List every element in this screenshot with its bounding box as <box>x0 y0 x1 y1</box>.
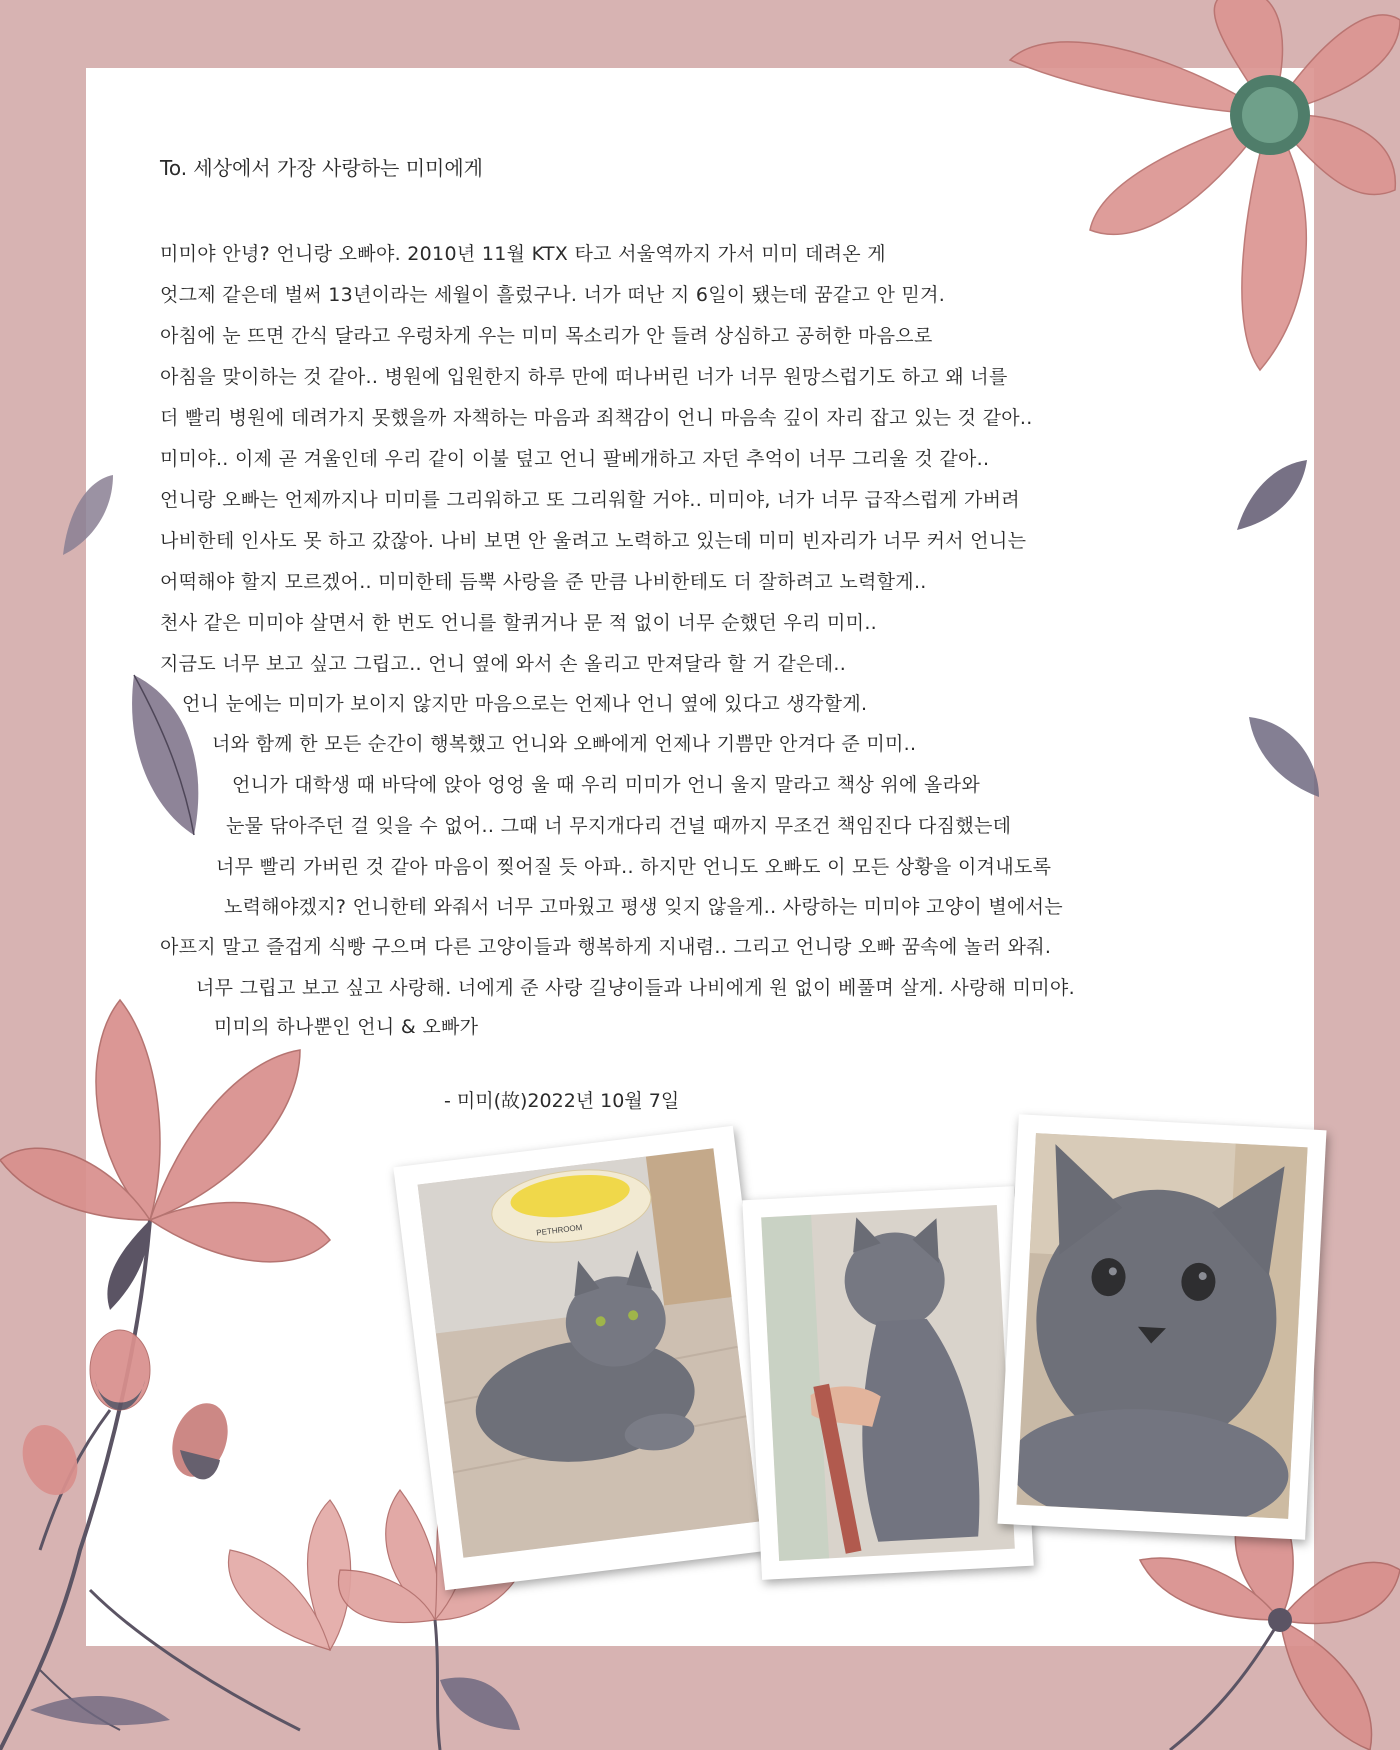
letter-line: 어떡해야 할지 모르겠어.. 미미한테 듬뿍 사랑을 준 만큼 나비한테도 더 잘하려고 노력할게.. <box>160 571 927 593</box>
photo-frame-2 <box>742 1186 1034 1580</box>
letter-dateline: - 미미(故)2022년 10월 7일 <box>444 1090 680 1112</box>
letter-line: 언니랑 오빠는 언제까지나 미미를 그리워하고 또 그리워할 거야.. 미미야, 너가 너무 급작스럽게 가버려 <box>160 489 1020 511</box>
letter-line: 천사 같은 미미야 살면서 한 번도 언니를 할퀴거나 문 적 없이 너무 순했던 우리 미미.. <box>160 612 878 634</box>
cat-photo-portrait <box>1017 1133 1308 1519</box>
leaf-mid-right-icon <box>1244 712 1324 802</box>
letter-line: 노력해야겠지? 언니한테 와줘서 너무 고마웠고 평생 잊지 않을게.. 사랑하는 미미야 고양이 별에서는 <box>224 896 1063 918</box>
letter-line: 엇그제 같은데 벌써 13년이라는 세월이 흘렀구나. 너가 떠난 지 6일이 됐는데 꿈같고 안 믿겨. <box>160 284 946 306</box>
pet-bowl-label: PETHROOM <box>535 1222 583 1238</box>
photo-frame-3 <box>997 1114 1326 1540</box>
letter-line: 아프지 말고 즐겁게 식빵 구으며 다른 고양이들과 행복하게 지내렴.. 그리고 언니랑 오빠 꿈속에 놀러 와줘. <box>160 936 1052 958</box>
cat-photo-eating <box>761 1205 1015 1561</box>
letter-line: 아침을 맞이하는 것 같아.. 병원에 입원한지 하루 만에 떠나버린 너가 너무 원망스럽기도 하고 왜 너를 <box>160 366 1008 388</box>
leaf-right-icon <box>1232 455 1312 535</box>
letter-line: 언니 눈에는 미미가 보이지 않지만 마음으로는 언제나 언니 옆에 있다고 생각할게. <box>182 693 868 715</box>
leaf-left-icon <box>58 470 118 560</box>
photo-frame-1 <box>393 1126 784 1591</box>
letter-line: 너무 빨리 가버린 것 같아 마음이 찢어질 듯 아파.. 하지만 언니도 오빠도 이 모든 상황을 이겨내도록 <box>216 856 1052 878</box>
letter-line: 미미야.. 이제 곧 겨울인데 우리 같이 이불 덮고 언니 팔베개하고 자던 추억이 너무 그리울 것 같아.. <box>160 448 990 470</box>
letter-signature: 미미의 하나뿐인 언니 & 오빠가 <box>214 1016 479 1038</box>
letter-line: 눈물 닦아주던 걸 잊을 수 없어.. 그때 너 무지개다리 건널 때까지 무조건 책임진다 다짐했는데 <box>226 815 1012 837</box>
letter-line: 너와 함께 한 모든 순간이 행복했고 언니와 오빠에게 언제나 기쁨만 안겨다 준 미미.. <box>212 733 917 755</box>
flower-top-right-icon <box>990 0 1400 390</box>
letter-line: 더 빨리 병원에 데려가지 못했을까 자책하는 마음과 죄책감이 언니 마음속 깊이 자리 잡고 있는 것 같아.. <box>160 407 1033 429</box>
letter-line: 너무 그립고 보고 싶고 사랑해. 너에게 준 사랑 길냥이들과 나비에게 원 없이 베풀며 살게. 사랑해 미미야. <box>196 977 1075 999</box>
letter-greeting: To. 세상에서 가장 사랑하는 미미에게 <box>160 156 483 180</box>
letter-line: 아침에 눈 뜨면 간식 달라고 우렁차게 우는 미미 목소리가 안 들려 상심하고 공허한 마음으로 <box>160 325 933 347</box>
cat-photo-lying <box>418 1148 760 1558</box>
letter-line: 지금도 너무 보고 싶고 그립고.. 언니 옆에 와서 손 올리고 만져달라 할 거 같은데.. <box>160 653 847 675</box>
letter-line: 나비한테 인사도 못 하고 갔잖아. 나비 보면 안 울려고 노력하고 있는데 미미 빈자리가 너무 커서 언니는 <box>160 530 1027 552</box>
flower-bottom-left-icon <box>0 990 330 1750</box>
letter-line: 미미야 안녕? 언니랑 오빠야. 2010년 11월 KTX 타고 서울역까지 가서 미미 데려온 게 <box>160 243 886 265</box>
letter-line: 언니가 대학생 때 바닥에 앉아 엉엉 울 때 우리 미미가 언니 울지 말라고 책상 위에 올라와 <box>232 774 980 796</box>
